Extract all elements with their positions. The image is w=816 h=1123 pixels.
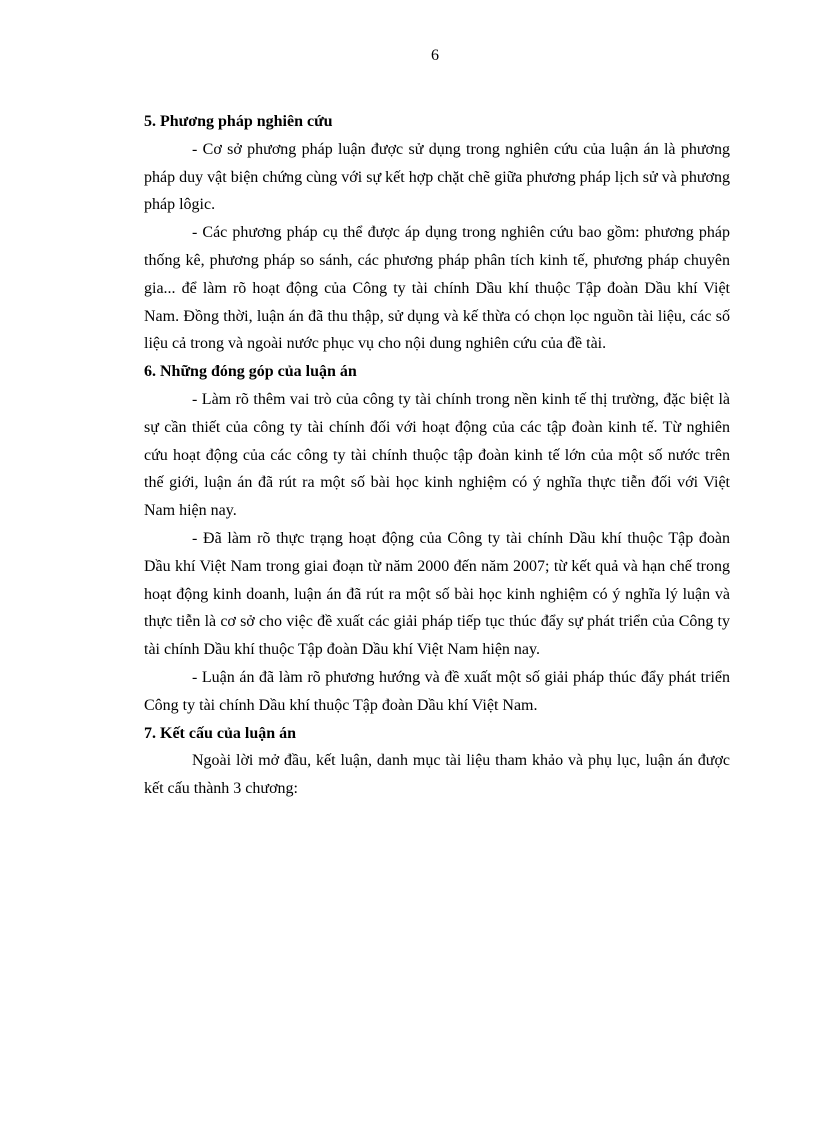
- paragraph: - Luận án đã làm rõ phương hướng và đề xuất một số giải pháp thúc đẩy phát triển Công ty tài chính Dầu khí thuộc Tập đoàn Dầu khí Việt Nam.: [144, 668, 730, 714]
- page-body: [144, 108, 730, 803]
- page-number: 6: [431, 47, 439, 64]
- paragraph: - Đã làm rõ thực trạng hoạt động của Công ty tài chính Dầu khí thuộc Tập đoàn Dầu khí Việt Nam trong giai đoạn từ năm 2000 đến năm 2007; từ kết quả và hạn chế trong hoạt động kinh doanh, luận án đã rút ra một số bài học kinh nghiệm có ý nghĩa lý luận và thực tiễn là cơ sở cho việc đề xuất các giải pháp tiếp tục thúc đẩy sự phát triển của Công ty tài chính Dầu khí thuộc Tập đoàn Dầu khí Việt Nam hiện nay.: [144, 529, 730, 659]
- section-heading: 5. Phương pháp nghiên cứu: [144, 113, 333, 130]
- paragraph: - Làm rõ thêm vai trò của công ty tài chính trong nền kinh tế thị trường, đặc biệt là sự cần thiết của công ty tài chính đối với hoạt động của các tập đoàn kinh tế. Từ nghiên cứu hoạt động của các công ty tài chính thuộc tập đoàn kinh tế lớn của một số nước trên thế giới, luận án đã rút ra một số bài học kinh nghiệm có ý nghĩa thực tiễn đối với Việt Nam hiện nay.: [144, 390, 730, 520]
- section-research-methods: [144, 108, 730, 358]
- section-heading: 7. Kết cấu của luận án: [144, 724, 297, 742]
- section-heading: 6. Những đóng góp của luận án: [144, 363, 357, 381]
- paragraph: - Các phương pháp cụ thể được áp dụng trong nghiên cứu bao gồm: phương pháp thống kê, phương pháp so sánh, các phương pháp phân tích kinh tế, phương pháp chuyên gia... để làm rõ hoạt động của Công ty tài chính Dầu khí thuộc Tập đoàn Dầu khí Việt Nam. Đồng thời, luận án đã thu thập, sử dụng và kế thừa có chọn lọc nguồn tài liệu, các số liệu cả trong và ngoài nước phục vụ cho nội dung nghiên cứu của đề tài.: [144, 224, 730, 353]
- paragraph: - Cơ sở phương pháp luận được sử dụng trong nghiên cứu của luận án là phương pháp duy vật biện chứng cùng với sự kết hợp chặt chẽ giữa phương pháp lịch sử và phương pháp lôgic.: [144, 140, 730, 214]
- paragraph: Ngoài lời mở đầu, kết luận, danh mục tài liệu tham khảo và phụ lục, luận án được kết cấu thành 3 chương:: [144, 752, 730, 798]
- section-contributions: [144, 358, 730, 719]
- section-structure: [144, 720, 730, 803]
